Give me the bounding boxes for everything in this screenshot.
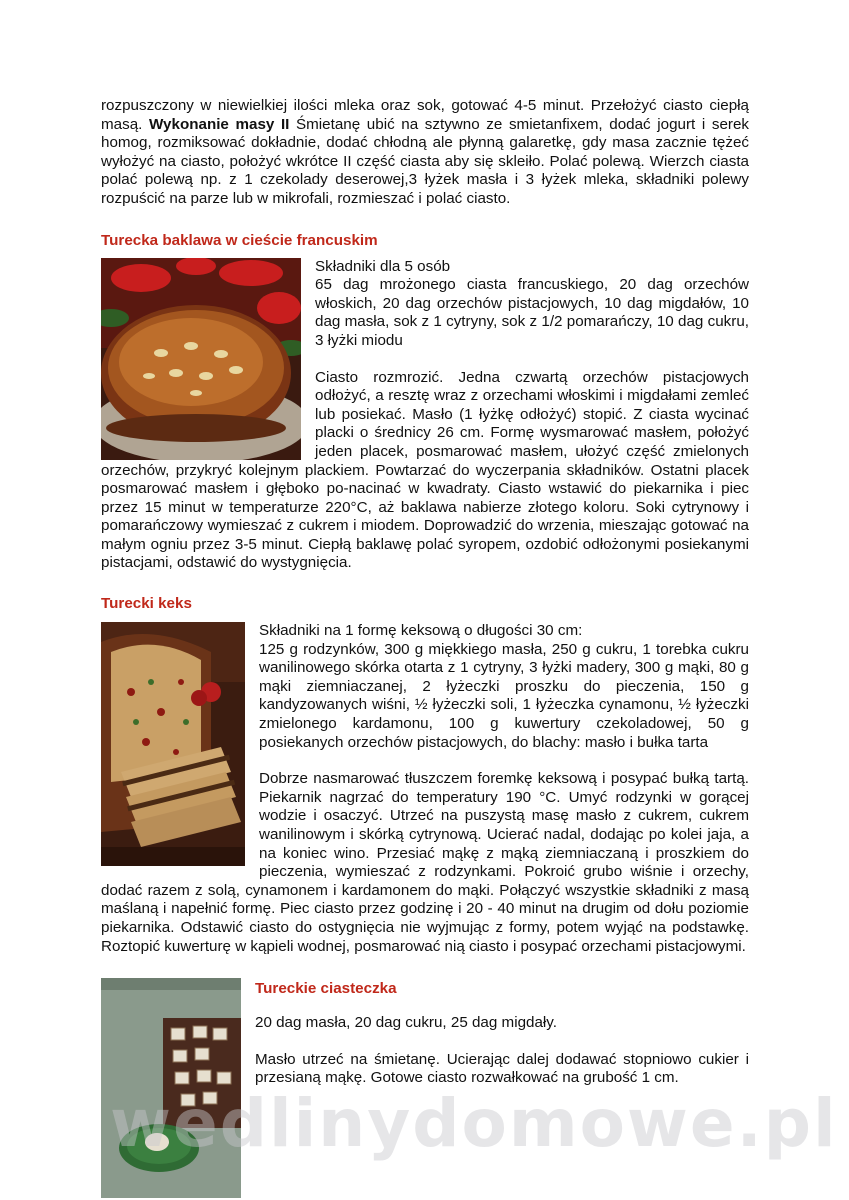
ciasteczka-method: Masło utrzeć na śmietanę. Ucierając dalej dodawać stopniowo cukier i przesianą mąkę. Gotowe ciasto rozwałkować na grubość 1 cm. — [255, 1050, 749, 1087]
keks-ingredients: 125 g rodzynków, 300 g miękkiego masła, 250 g cukru, 1 torebka cukru wanilinowego skórka otarta z 1 cytryny, 3 łyżki madery, 300 g mąki, 80 g mąki ziemniaczanej, 2 łyżeczki proszku do pieczenia, 150 g kandyzowanych wiśni, ½ łyżeczki soli, 1 łyżeczka cynamonu, ½ łyżeczki zmielonego kardamonu, 100 g kuwertury czekoladowej, 50 g posiekanych orzechów pistacjowych, do blachy: masło i bułka tarta — [259, 640, 749, 751]
keks-ingredients-header: Składniki na 1 formę keksową o długości 30 cm: — [259, 622, 583, 640]
watermark-logo: wedlinydomowe.pl — [110, 1085, 838, 1162]
ciasteczka-title: Tureckie ciasteczka — [255, 980, 397, 998]
intro-text-start: rozpuszczony w niewielkiej ilości mleka oraz sok, gotować 4-5 minut. Przełożyć ciasto ciepłą masą. — [101, 97, 749, 133]
baklawa-ingredients-header: Składniki dla 5 osób — [315, 257, 451, 275]
ciasteczka-photo — [101, 978, 241, 1198]
ciasteczka-ingredients: 20 dag masła, 20 dag cukru, 25 dag migdały. — [255, 1014, 557, 1032]
keks-section — [101, 622, 749, 956]
document-page — [101, 97, 749, 1198]
baklawa-photo — [101, 258, 301, 460]
baklawa-method: Ciasto rozmrozić. Jedna czwartą orzechów pistacjowych odłożyć, a resztę wraz z orzechami włoskimi i migdałami zemleć lub posiekać. Masło (1 łyżkę odłożyć) stopić. Z ciasta wycinać placki o średnicy 26 cm. Formę wysmarować masłem, położyć jeden placek, posmarować masłem, ułożyć część zmielonych orzechów, przykryć kolejnym plackiem. Powtarzać do wyczerpania składników. Ostatni placek posmarować masłem i głęboko po-nacinać w kwadraty. Ciasto wstawić do piekarnika i piec przez 15 minut w temperaturze 220°C, aż baklawa nabierze złotego koloru. Soki cytrynowy i pomarańczowy wymieszać z cukrem i miodem. Doprowadzić do wrzenia, mieszając gotować na małym ogniu przez 3-5 minut. Ciepłą baklawę polać syropem, ozdobić odłożonymi posiekanymi pistacjami, odstawić do wystygnięcia. — [101, 368, 749, 572]
intro-paragraph — [101, 97, 749, 209]
baklawa-ingredients: 65 dag mrożonego ciasta francuskiego, 20 dag orzechów włoskich, 20 dag orzechów pistacjowych, 10 dag migdałów, 10 dag masła, sok z 1 cytryny, sok z 1/2 pomarańczy, 10 dag cukru, 3 łyżki miodu — [315, 276, 749, 349]
ciasteczka-section — [101, 978, 749, 1088]
intro-bold-phrase: Wykonanie masy II — [148, 115, 290, 133]
keks-method: Dobrze nasmarować tłuszczem foremkę keksową i posypać bułką tartą. Piekarnik nagrzać do temperatury 190 °C. Umyć rodzynki w gorącej wodzie i osaczyć. Utrzeć na puszystą masę masło z cukrem, cukrem wanilinowym i skórką cytrynową. Ucierać nadal, dodając po kolei jaja, a na koniec wino. Przesiać mąkę z mąką ziemniaczaną i proszkiem do pieczenia, wymieszać z rodzynkami. Pokroić grubo wiśnie i orzechy, dodać razem z solą, cynamonem i kardamonem do mąki. Połączyć wszystkie składniki z masą maślaną i napełnić formę. Piec ciasto przez godzinę i 20 - 40 minut na drugim od dołu poziomie piekarnika. Odstawić ciasto do ostygnięcia nie wyjmując z formy, potem wyjąć na podstawkę. Roztopić kuwerturę w kąpieli wodnej, posmarować nią ciasto i posypać orzechami pistacjowymi. — [101, 770, 749, 955]
baklawa-title: Turecka baklawa w cieście francuskim — [101, 231, 378, 249]
intro-text-end: Śmietanę ubić na sztywno ze smietanfixem, dodać jogurt i serek homog, rozmiksować dokładnie, dodać chłodną ale płynną galaretkę, gdy masa zacznie tężeć wyłożyć na ciasto, położyć wkrótce II część ciasta aby się skleiło. Polać polewą. Wierzch ciasta polać polewą np. z 1 czekolady deserowej,3 łyżek masła i 3 łyżek mleka, składniki polewy rozpuścić na parze lub w mikrofali, rozmieszać i polać ciasto. — [101, 115, 749, 207]
baklawa-section — [101, 258, 749, 574]
keks-photo — [101, 622, 245, 866]
keks-title: Turecki keks — [101, 595, 192, 613]
